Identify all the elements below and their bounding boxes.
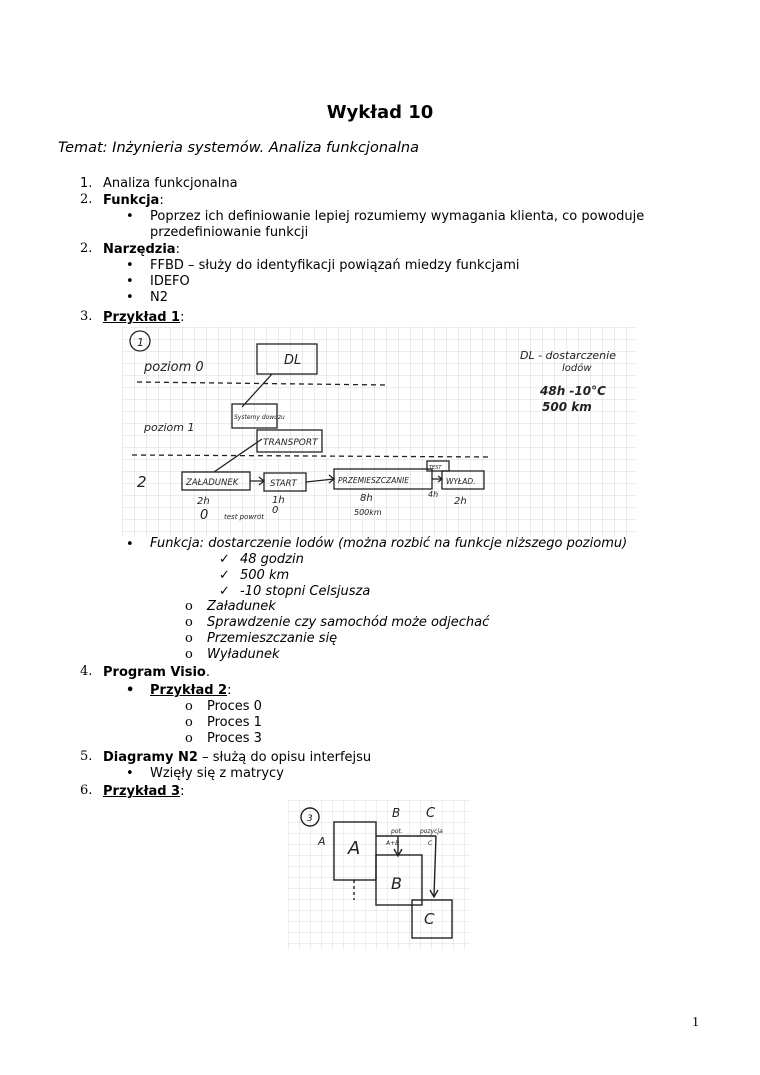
- circle-bullet-icon: o: [185, 631, 193, 646]
- heading-suffix: :: [159, 193, 164, 208]
- check-icon: ✓: [219, 552, 230, 567]
- time-label: 2h: [197, 496, 210, 507]
- circle-bullet-icon: o: [185, 599, 193, 614]
- grid-paper: [288, 800, 470, 950]
- circle-number: 3: [307, 814, 313, 824]
- check-icon: ✓: [219, 584, 230, 599]
- heading-suffix: .: [205, 665, 210, 680]
- bullet-text: Poprzez ich definiowanie lepiej rozumiemy wymagania klienta, co powoduje: [150, 209, 645, 224]
- sub-item-text: Proces 1: [207, 715, 262, 730]
- sub-item-text: Proces 0: [207, 699, 262, 714]
- note: test powrót: [224, 513, 265, 521]
- bullet-suffix: :: [227, 683, 232, 698]
- bullet-icon: •: [126, 274, 134, 289]
- bullet-icon: •: [126, 766, 134, 781]
- heading-label: Funkcja: [103, 193, 160, 208]
- bullet-text: N2: [150, 290, 168, 305]
- time-label: 1h: [272, 495, 285, 506]
- circle-number: 1: [137, 336, 144, 349]
- list-number: 1.: [80, 176, 93, 191]
- box-label: WYŁAD.: [446, 477, 476, 486]
- note: DL - dostarczenie: [520, 349, 616, 362]
- list-item-heading: [103, 242, 180, 258]
- matrix-note: C: [428, 840, 433, 847]
- bullet-heading: [150, 683, 232, 699]
- box-label: ZAŁADUNEK: [186, 478, 239, 488]
- bullet-text: Wzięły się z matrycy: [150, 766, 284, 781]
- box-label: DL: [284, 353, 302, 368]
- circle-bullet-icon: o: [185, 731, 193, 746]
- time-label: 0: [200, 508, 209, 523]
- bullet-text: IDEFO: [150, 274, 190, 289]
- matrix-note: pot.: [391, 828, 403, 835]
- note: 48h -10°C: [540, 384, 606, 398]
- column-label: B: [392, 806, 401, 820]
- list-item-heading: [103, 750, 371, 766]
- sub-item-text: Przemieszczanie się: [207, 631, 338, 646]
- heading-suffix: :: [180, 310, 185, 325]
- circle-bullet-icon: o: [185, 699, 193, 714]
- list-number: 6.: [80, 783, 93, 798]
- bullet-text: przedefiniowanie funkcji: [150, 225, 309, 240]
- sketch-diagram-3: [288, 800, 470, 950]
- heading-label: Przykład 3: [103, 784, 181, 799]
- box-label: START: [270, 479, 297, 489]
- page-number: 1: [692, 1015, 699, 1030]
- heading-label: Program Visio: [103, 665, 206, 680]
- check-icon: ✓: [219, 568, 230, 583]
- bullet-icon: •: [126, 258, 134, 273]
- time-label: 0: [272, 505, 279, 516]
- subject-line: Temat: Inżynieria systemów. Analiza funkcjonalna: [58, 140, 419, 156]
- box-label: TRANSPORT: [263, 438, 318, 448]
- matrix-label: C: [424, 910, 435, 928]
- list-number: 3.: [80, 309, 93, 324]
- sub-item-text: Proces 3: [207, 731, 262, 746]
- bullet-icon: •: [126, 683, 135, 698]
- sketch-diagram-1: [122, 327, 636, 537]
- level-label: 2: [137, 473, 147, 491]
- row-label: A: [318, 835, 326, 848]
- note: 500 km: [542, 400, 592, 414]
- circle-bullet-icon: o: [185, 647, 193, 662]
- sub-item-text: Sprawdzenie czy samochód może odjechać: [207, 615, 490, 630]
- heading-suffix: :: [180, 784, 185, 799]
- list-item-heading: [103, 193, 164, 209]
- check-text: 48 godzin: [240, 552, 304, 567]
- level-label: poziom 0: [144, 360, 204, 375]
- circle-bullet-icon: o: [185, 715, 193, 730]
- note: lodów: [562, 363, 592, 374]
- matrix-label: A: [348, 838, 361, 859]
- level-label: poziom 1: [144, 421, 195, 434]
- list-item-heading: [103, 310, 185, 326]
- sub-item-text: Załadunek: [207, 599, 276, 614]
- matrix-note: pozycja: [420, 828, 443, 835]
- matrix-note: A+B: [386, 840, 400, 847]
- bullet-text: FFBD – służy do identyfikacji powiązań miedzy funkcjami: [150, 258, 520, 273]
- time-label: 2h: [454, 496, 467, 507]
- heading-suffix: :: [175, 242, 180, 257]
- sub-item-text: Wyładunek: [207, 647, 280, 662]
- bullet-text: Funkcja: dostarczenie lodów (można rozbić na funkcje niższego poziomu): [150, 536, 628, 551]
- time-label: 8h: [360, 493, 373, 504]
- heading-suffix: – służą do opisu interfejsu: [197, 750, 372, 765]
- heading-label: Przykład 1: [103, 310, 181, 325]
- box-label: TEST: [429, 465, 442, 471]
- bullet-icon: •: [126, 537, 134, 552]
- list-number: 2.: [80, 192, 93, 207]
- heading-label: Diagramy N2: [103, 750, 198, 765]
- list-number: 5.: [80, 749, 93, 764]
- bullet-label: Przykład 2: [150, 683, 228, 698]
- box-label: PRZEMIESZCZANIE: [338, 476, 409, 485]
- list-number: 2.: [80, 241, 93, 256]
- heading-label: Narzędzia: [103, 242, 176, 257]
- box-label: Systemy dowozu: [234, 414, 285, 421]
- column-label: C: [426, 806, 436, 821]
- list-item-heading: [103, 665, 210, 681]
- time-label: 4h: [428, 490, 439, 499]
- check-text: 500 km: [240, 568, 290, 583]
- bullet-icon: •: [126, 290, 134, 305]
- circle-bullet-icon: o: [185, 615, 193, 630]
- check-text: -10 stopni Celsjusza: [240, 584, 371, 599]
- list-number: 4.: [80, 664, 93, 679]
- page-title: Wykład 10: [326, 102, 434, 123]
- matrix-label: B: [391, 874, 402, 893]
- list-item-text: Analiza funkcjonalna: [103, 176, 238, 191]
- bullet-icon: •: [126, 209, 134, 224]
- list-item-heading: [103, 784, 185, 800]
- time-label: 500km: [354, 508, 382, 517]
